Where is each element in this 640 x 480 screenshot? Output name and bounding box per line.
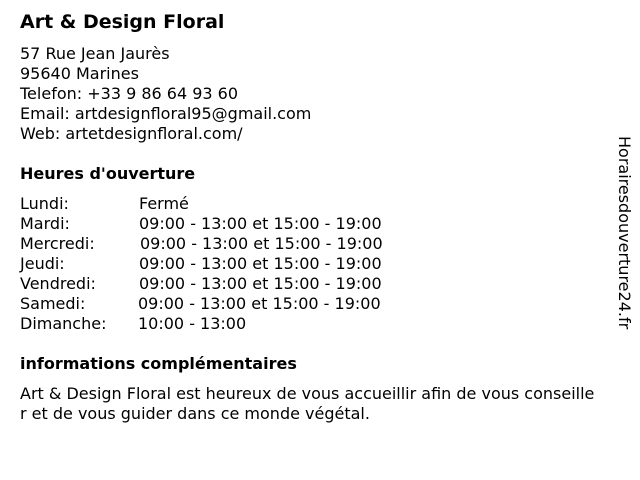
day-label: Lundi:	[20, 194, 69, 213]
day-label: Mercredi:	[20, 234, 95, 253]
contact-block	[20, 44, 311, 144]
day-label: Dimanche:	[20, 314, 107, 333]
day-label: Samedi:	[20, 294, 86, 313]
day-hours: 09:00 - 13:00 et 15:00 - 19:00	[140, 234, 383, 253]
business-name: Art & Design Floral	[20, 11, 225, 33]
email-address[interactable]: Email: artdesignfloral95@gmail.com	[20, 104, 312, 123]
day-hours: 10:00 - 13:00	[138, 314, 247, 333]
day-label: Jeudi:	[20, 254, 65, 273]
day-hours: 09:00 - 13:00 et 15:00 - 19:00	[138, 294, 381, 313]
website-link[interactable]: Web: artetdesignfloral.com/	[20, 124, 243, 143]
day-label: Mardi:	[20, 214, 70, 233]
hours-heading: Heures d'ouverture	[20, 164, 196, 183]
site-watermark	[612, 136, 636, 366]
info-description: Art & Design Floral est heureux de vous accueillir afin de vous conseiller et de vous guider dans ce monde végétal.	[20, 384, 595, 423]
address-city: 95640 Marines	[20, 64, 139, 83]
info-heading: informations complémentaires	[20, 354, 297, 373]
day-hours: 09:00 - 13:00 et 15:00 - 19:00	[139, 254, 382, 273]
day-label: Vendredi:	[20, 274, 96, 293]
address-street: 57 Rue Jean Jaurès	[20, 44, 170, 63]
phone-number[interactable]: Telefon: +33 9 86 64 93 60	[20, 84, 239, 103]
day-hours: Fermé	[139, 194, 189, 213]
day-hours: 09:00 - 13:00 et 15:00 - 19:00	[139, 274, 382, 293]
watermark-text: Horairesdouverture24.fr	[615, 136, 634, 330]
day-hours: 09:00 - 13:00 et 15:00 - 19:00	[139, 214, 382, 233]
